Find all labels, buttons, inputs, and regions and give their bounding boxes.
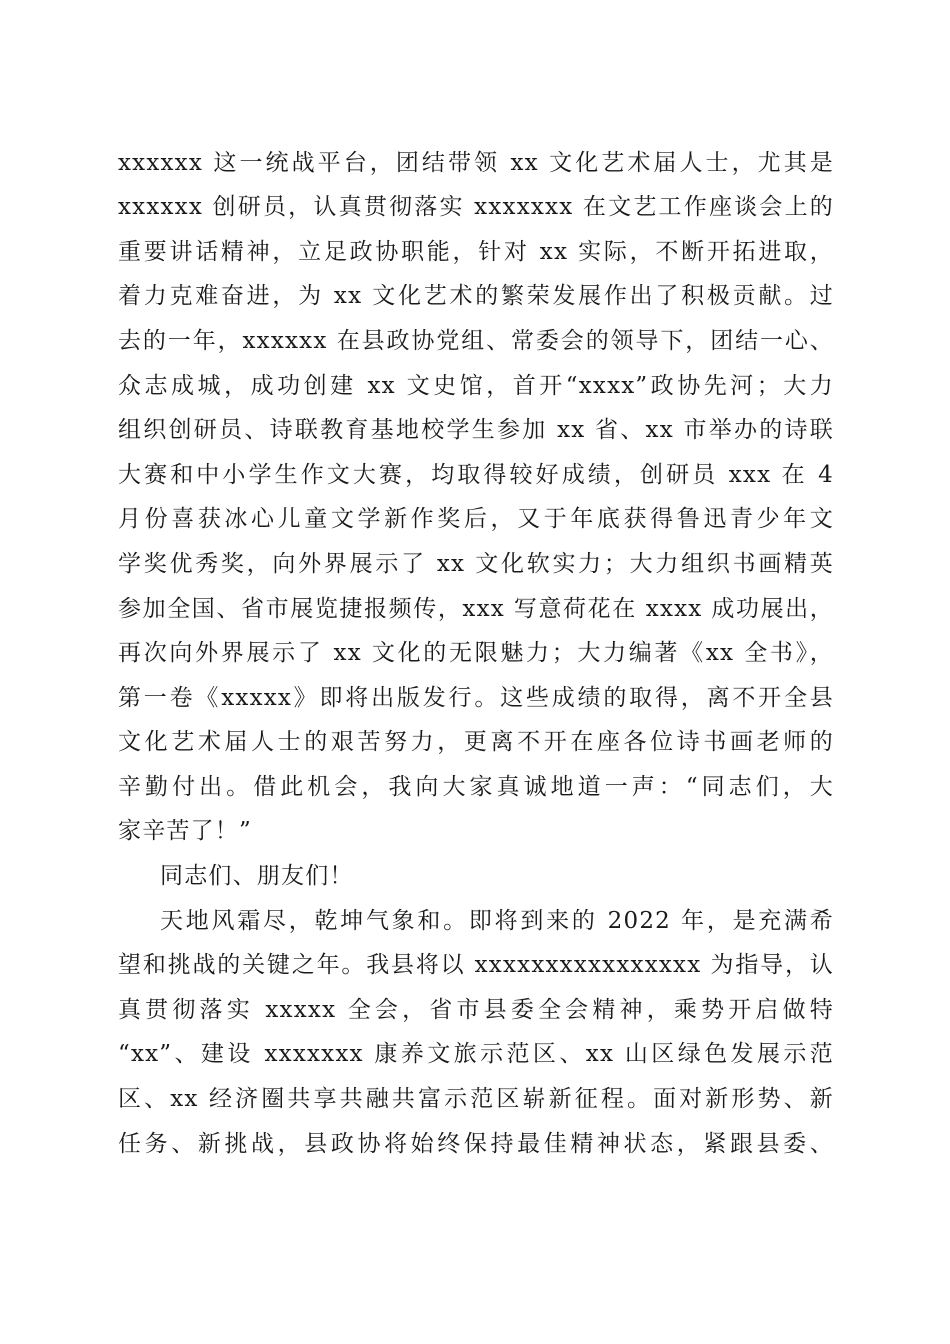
text-line: 学奖优秀奖，向外界展示了 xx 文化软实力；大力组织书画精英	[118, 551, 834, 577]
text-line: 文化艺术届人士的艰苦努力，更离不开在座各位诗书画老师的	[118, 729, 834, 755]
text-line: 辛勤付出。借此机会，我向大家真诚地道一声：“同志们，大	[118, 774, 834, 800]
text-line: 组织创研员、诗联教育基地校学生参加 xx 省、xx 市举办的诗联	[118, 417, 834, 443]
text-line: xxxxxx 这一统战平台，团结带领 xx 文化艺术届人士，尤其是	[118, 150, 834, 176]
text-line: 再次向外界展示了 xx 文化的无限魅力；大力编著《xx 全书》，	[118, 640, 834, 666]
text-line: 月份喜获冰心儿童文学新作奖后，又于年底获得鲁迅青少年文	[118, 506, 834, 532]
text-line: 区、xx 经济圈共享共融共富示范区崭新征程。面对新形势、新	[118, 1086, 834, 1112]
text-line: 家辛苦了！”	[118, 818, 252, 844]
text-line: 任务、新挑战，县政协将始终保持最佳精神状态，紧跟县委、	[118, 1131, 834, 1157]
salutation-line: 同志们、朋友们！	[160, 863, 354, 889]
text-line: 众志成城，成功创建 xx 文史馆，首开“xxxx”政协先河；大力	[118, 373, 834, 399]
text-line: 大赛和中小学生作文大赛，均取得较好成绩，创研员 xxx 在 4	[118, 462, 834, 488]
text-line: xxxxxx 创研员，认真贯彻落实 xxxxxxx 在文艺工作座谈会上的	[118, 194, 834, 220]
text-line: 真贯彻落实 xxxxx 全会，省市县委全会精神，乘势开启做特	[118, 997, 834, 1023]
text-line: “xx”、建设 xxxxxxx 康养文旅示范区、xx 山区绿色发展示范	[118, 1041, 834, 1067]
text-line: 去的一年，xxxxxx 在县政协党组、常委会的领导下，团结一心、	[118, 328, 834, 354]
text-line: 重要讲话精神，立足政协职能，针对 xx 实际，不断开拓进取，	[118, 239, 834, 265]
text-line: 天地风霜尽，乾坤气象和。即将到来的 2022 年，是充满希	[160, 908, 834, 934]
text-line: 望和挑战的关键之年。我县将以 xxxxxxxxxxxxxxxx 为指导，认	[118, 952, 834, 978]
text-line: 参加全国、省市展览捷报频传，xxx 写意荷花在 xxxx 成功展出，	[118, 596, 834, 622]
text-line: 着力克难奋进，为 xx 文化艺术的繁荣发展作出了积极贡献。过	[118, 283, 834, 309]
text-line: 第一卷《xxxxx》即将出版发行。这些成绩的取得，离不开全县	[118, 685, 834, 711]
